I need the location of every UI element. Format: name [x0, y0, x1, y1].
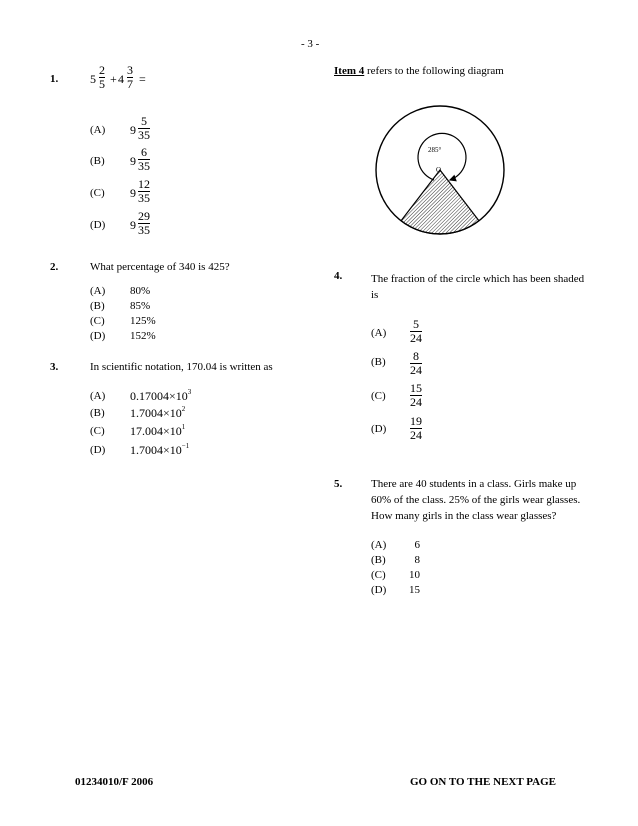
option-fraction	[138, 210, 150, 237]
option-fraction	[410, 415, 422, 442]
q1-b-fraction	[127, 64, 133, 91]
option-value: 85%	[130, 300, 151, 312]
denominator: 24	[410, 331, 422, 345]
mantissa: 0.17004×10	[130, 389, 188, 403]
circle-diagram	[370, 100, 510, 240]
option-whole: 9	[130, 154, 136, 168]
q1-equals: =	[139, 72, 146, 86]
numerator: 8	[413, 349, 419, 363]
option-label: (B)	[371, 554, 386, 566]
q3-text: In scientific notation, 170.04 is written as	[90, 361, 273, 373]
footer-code: 01234010/F 2006	[75, 776, 154, 788]
q5-text-line2: 60% of the class. 25% of the girls wear glasses.	[371, 494, 581, 506]
option-whole: 9	[130, 186, 136, 200]
footer-next-page: GO ON TO THE NEXT PAGE	[410, 776, 556, 788]
option-label: (B)	[90, 407, 105, 419]
option-value: 8	[414, 554, 420, 566]
option-label: (D)	[90, 444, 106, 456]
q4-number: 4.	[334, 270, 343, 282]
option-fraction	[138, 115, 150, 142]
q1-a-whole: 5	[90, 72, 96, 86]
exponent: 3	[187, 388, 192, 396]
item4-ref: Item 4	[334, 65, 365, 77]
option-value: 6	[414, 539, 420, 551]
q5-text-line3: How many girls in the class wear glasses?	[371, 510, 557, 522]
option-label: (D)	[90, 219, 106, 231]
option-value: 80%	[130, 285, 151, 297]
numerator: 12	[138, 177, 150, 191]
option-label: (C)	[371, 569, 386, 581]
option-fraction	[410, 382, 422, 409]
numerator: 6	[141, 145, 147, 159]
q1-b-whole: 4	[118, 72, 124, 86]
shaded-sector	[401, 170, 479, 234]
option-label: (A)	[371, 327, 387, 339]
option-value	[130, 442, 189, 458]
option-fraction	[138, 146, 150, 173]
center-label: O	[436, 166, 442, 174]
mantissa: 1.7004×10	[130, 406, 182, 420]
denominator: 35	[138, 128, 150, 142]
q2-number: 2.	[50, 261, 59, 273]
option-label: (C)	[90, 315, 105, 327]
denominator: 35	[138, 191, 150, 205]
exponent: −1	[181, 442, 190, 450]
q2-text: What percentage of 340 is 425?	[90, 261, 230, 273]
option-fraction	[410, 350, 422, 377]
numerator: 5	[141, 114, 147, 128]
option-label: (B)	[90, 155, 105, 167]
denominator: 35	[138, 159, 150, 173]
option-fraction	[138, 178, 150, 205]
option-value	[130, 423, 185, 439]
option-label: (A)	[90, 390, 106, 402]
option-label: (C)	[90, 187, 105, 199]
option-label: (C)	[90, 425, 105, 437]
denominator: 24	[410, 395, 422, 409]
numerator: 29	[138, 209, 150, 223]
q1-a-fraction	[99, 64, 105, 91]
option-label: (D)	[371, 423, 387, 435]
numerator: 15	[410, 381, 422, 395]
item4-intro-text: refers to the following diagram	[364, 65, 504, 77]
q5-text-line1: There are 40 students in a class. Girls make up	[371, 478, 577, 490]
option-value: 10	[409, 569, 420, 581]
q4-text-line2: is	[371, 289, 379, 301]
option-label: (A)	[371, 539, 387, 551]
item4-intro	[334, 65, 504, 77]
numerator: 19	[410, 414, 422, 428]
q1-b-denominator: 7	[127, 77, 133, 91]
denominator: 24	[410, 363, 422, 377]
q1-plus: +	[110, 72, 117, 86]
angle-label: 285°	[428, 146, 442, 154]
option-label: (B)	[371, 356, 386, 368]
page-number: - 3 -	[301, 38, 320, 50]
mantissa: 1.7004×10	[130, 443, 182, 457]
exponent: 2	[181, 405, 186, 413]
option-label: (B)	[90, 300, 105, 312]
option-value: 152%	[130, 330, 156, 342]
option-fraction	[410, 318, 422, 345]
q1-a-numerator: 2	[99, 63, 105, 77]
denominator: 35	[138, 223, 150, 237]
option-value: 125%	[130, 315, 156, 327]
option-whole: 9	[130, 123, 136, 137]
option-label: (A)	[90, 124, 106, 136]
option-label: (C)	[371, 390, 386, 402]
option-label: (D)	[90, 330, 106, 342]
option-whole: 9	[130, 218, 136, 232]
option-value: 15	[409, 584, 420, 596]
exponent: 1	[181, 423, 186, 431]
denominator: 24	[410, 428, 422, 442]
mantissa: 17.004×10	[130, 424, 182, 438]
q5-number: 5.	[334, 478, 343, 490]
option-value	[130, 388, 191, 404]
q1-b-numerator: 3	[127, 63, 133, 77]
numerator: 5	[413, 317, 419, 331]
q1-number: 1.	[50, 73, 59, 85]
option-value	[130, 405, 185, 421]
option-label: (A)	[90, 285, 106, 297]
q1-a-denominator: 5	[99, 77, 105, 91]
option-label: (D)	[371, 584, 387, 596]
q4-text-line1: The fraction of the circle which has been shaded	[371, 273, 585, 285]
q3-number: 3.	[50, 361, 59, 373]
